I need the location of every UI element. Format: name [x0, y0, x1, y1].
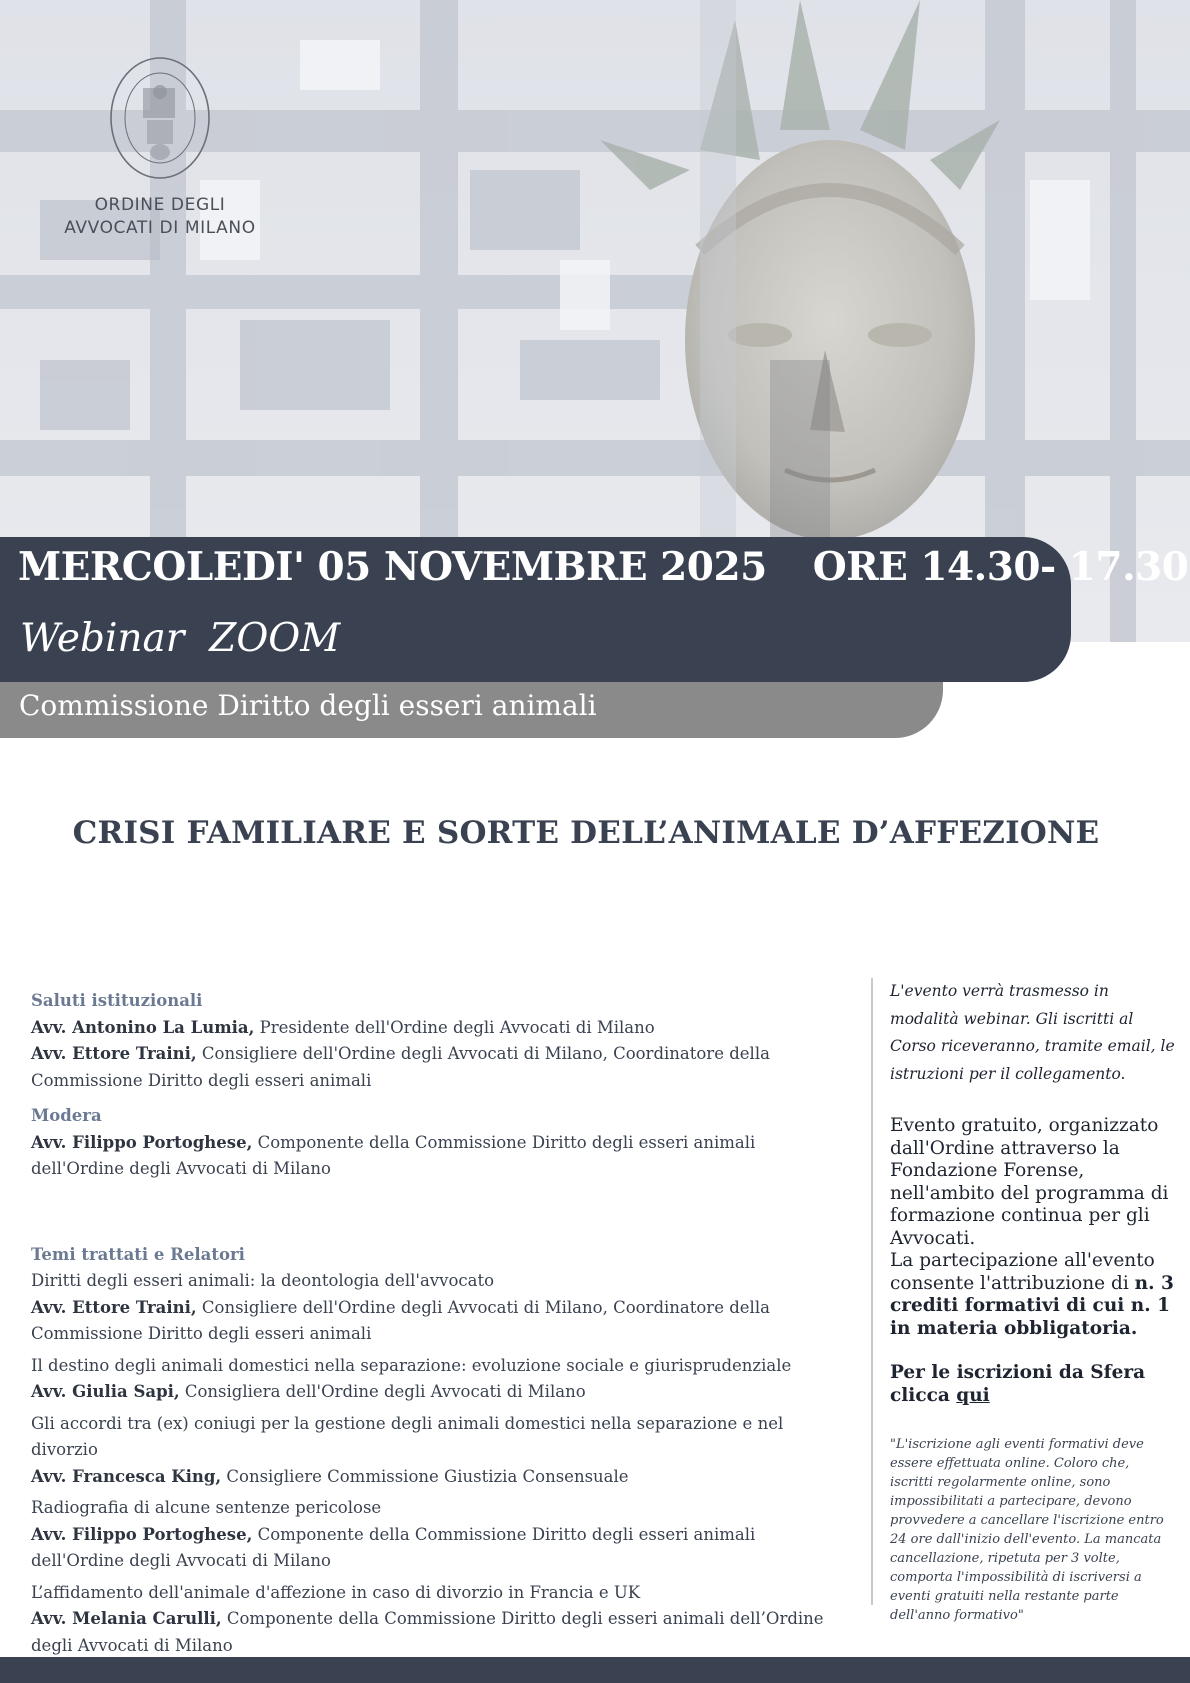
- program: [31, 988, 851, 1659]
- credits-value: n. 3 crediti formativi di cui n. 1 in materia obbligatoria.: [890, 1272, 1174, 1339]
- speaker-name: Avv. Filippo Portoghese,: [31, 1132, 253, 1152]
- webinar-info: L'evento verrà trasmesso in modalità webinar. Gli iscritti al Corso riceveranno, tramite email, le istruzioni per il collegamento.: [890, 982, 1175, 1083]
- speaker-role: Consigliera dell'Ordine degli Avvocati di Milano: [179, 1382, 586, 1401]
- talk-topic: Radiografia di alcune sentenze pericolose: [31, 1498, 382, 1517]
- saluti-heading: Saluti istituzionali: [31, 991, 203, 1010]
- speaker-role: Componente della Commissione Diritto degli esseri animali dell'Ordine degli Avvocati di Milano: [31, 1132, 756, 1178]
- event-date: MERCOLEDI' 05 NOVEMBRE 2025: [18, 544, 767, 590]
- temi-heading: Temi trattati e Relatori: [31, 1244, 245, 1264]
- talk-topic: Il destino degli animali domestici nella separazione: evoluzione sociale e giurisprudenziale: [31, 1355, 792, 1375]
- event-date-time: [18, 544, 1188, 590]
- side-panel: [890, 978, 1175, 1625]
- logo-block: [62, 56, 258, 240]
- speaker-name: Avv. Filippo Portoghese,: [31, 1524, 253, 1544]
- event-time: ORE 14.30- 17.30: [812, 544, 1189, 590]
- footer-band: [0, 1657, 1190, 1683]
- speaker-line: [31, 1522, 851, 1575]
- logo-line-1: ORDINE DEGLI: [94, 195, 226, 215]
- speaker-role: Componente della Commissione Diritto degli esseri animali dell'Ordine degli Avvocati di Milano: [31, 1524, 756, 1570]
- speaker-line: [31, 1464, 851, 1491]
- speaker-name: Avv. Ettore Traini,: [31, 1044, 197, 1063]
- cancellation-note: "L'iscrizione agli eventi formativi deve essere effettuata online. Coloro che, iscritti regolarmente online, sono impossibilitati a partecipare, devono provvedere a cancellare l'iscrizione entro 24 ore dall'inizio dell'evento. La mancata cancellazione, ripetuta per 3 volte, comporta l'impossibilità di iscriversi a eventi gratuiti nella restante parte dell'anno formativo": [890, 1437, 1164, 1623]
- seal-icon: [109, 56, 211, 180]
- talk-topic: Diritti degli esseri animali: la deontologia dell'avvocato: [31, 1271, 495, 1290]
- commission-name: Commissione Diritto degli esseri animali: [19, 689, 597, 722]
- event-title: CRISI FAMILIARE E SORTE DELL’ANIMALE D’AFFEZIONE: [72, 815, 1100, 851]
- talk-topic: Gli accordi tra (ex) coniugi per la gestione degli animali domestici nella separazione e nel divorzio: [31, 1413, 784, 1459]
- speaker-line: [31, 1015, 851, 1042]
- speaker-role: Consigliere dell'Ordine degli Avvocati di Milano, Coordinatore della Commissione Diritto degli esseri animali: [31, 1297, 770, 1343]
- registration-link[interactable]: qui: [956, 1384, 990, 1406]
- speaker-name: Avv. Giulia Sapi,: [31, 1382, 180, 1401]
- speaker-line: [31, 1379, 851, 1406]
- credits-prefix: La partecipazione all'evento consente l'attribuzione di: [890, 1250, 1155, 1294]
- speaker-role: Consigliere Commissione Giustizia Consensuale: [221, 1466, 629, 1486]
- registration-line: [890, 1362, 1175, 1407]
- speaker-line: [31, 1606, 851, 1659]
- speaker-name: Avv. Francesca King,: [31, 1466, 222, 1486]
- speaker-role: Consigliere dell'Ordine degli Avvocati di Milano, Coordinatore della Commissione Diritto degli esseri animali: [31, 1044, 770, 1090]
- speaker-name: Avv. Ettore Traini,: [31, 1297, 197, 1317]
- speaker-name: Avv. Melania Carulli,: [31, 1609, 222, 1628]
- speaker-line: [31, 1130, 851, 1183]
- speaker-role: Componente della Commissione Diritto degli esseri animali dell’Ordine degli Avvocati di Milano: [31, 1609, 824, 1655]
- event-format: Webinar ZOOM: [20, 616, 341, 661]
- speaker-name: Avv. Antonino La Lumia,: [31, 1017, 255, 1037]
- speaker-role: Presidente dell'Ordine degli Avvocati di Milano: [254, 1017, 655, 1037]
- column-divider: [871, 978, 873, 1605]
- speaker-line: [31, 1041, 851, 1094]
- free-event-desc: Evento gratuito, organizzato dall'Ordine attraverso la Fondazione Forense, nell'ambito del programma di formazione continua per gli Avvocati.: [890, 1115, 1169, 1249]
- registration-text: Per le iscrizioni da Sfera clicca: [890, 1362, 1146, 1406]
- logo-line-2: AVVOCATI DI MILANO: [64, 218, 256, 238]
- modera-heading: Modera: [31, 1106, 102, 1125]
- speaker-line: [31, 1295, 851, 1348]
- talk-topic: L’affidamento dell'animale d'affezione in caso di divorzio in Francia e UK: [31, 1582, 641, 1602]
- free-event-text: [890, 1115, 1175, 1340]
